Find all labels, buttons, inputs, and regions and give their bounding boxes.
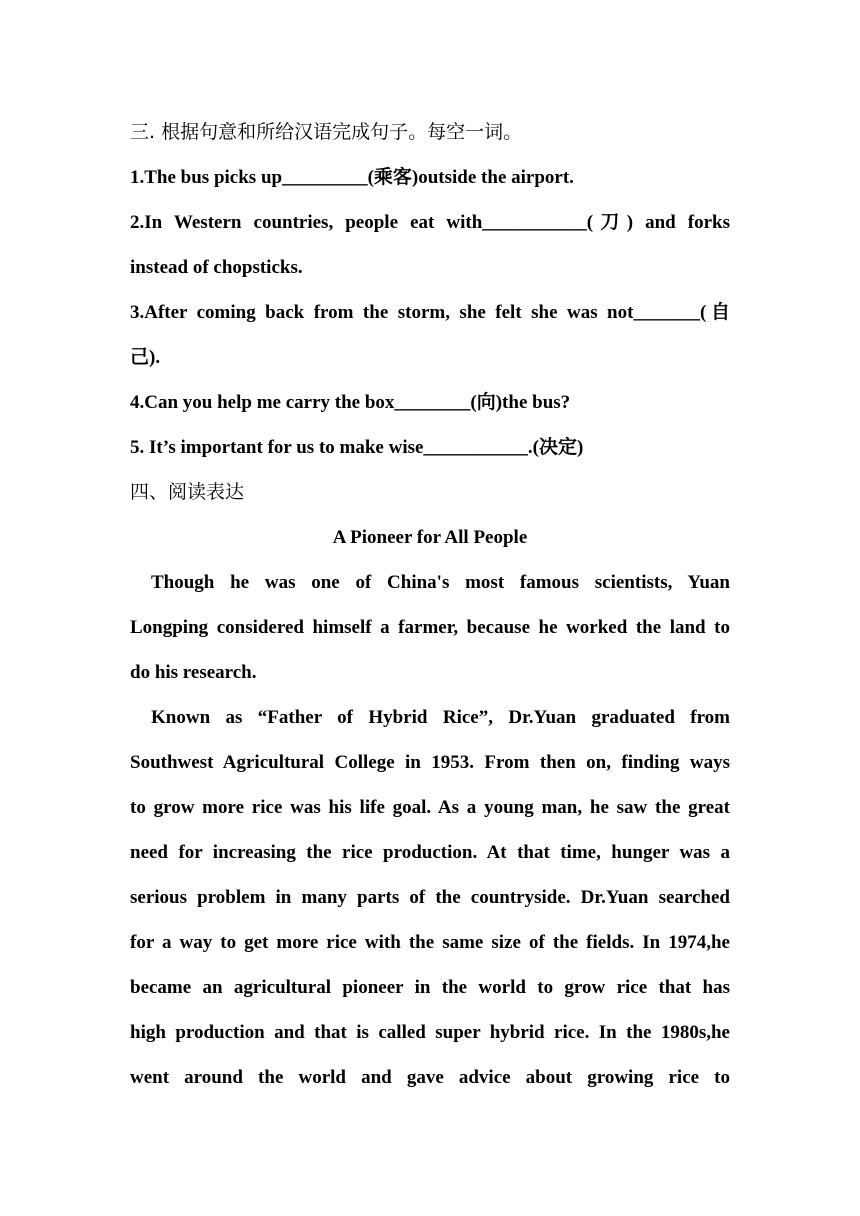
question-2-line-1: 2.In Western countries, people eat with___________(刀) and forks: [130, 212, 730, 233]
paragraph-1-line-2: Longping considered himself a farmer, because he worked the land to: [130, 617, 730, 638]
paragraph-2-line-5: serious problem in many parts of the countryside. Dr.Yuan searched: [130, 887, 730, 908]
paragraph-2-line-7: became an agricultural pioneer in the world to grow rice that has: [130, 977, 730, 998]
paragraph-1-line-3: do his research.: [130, 662, 257, 683]
article-paragraph-1: [130, 560, 730, 695]
question-4-line-1: 4.Can you help me carry the box________(向)the bus?: [130, 392, 571, 413]
article-title: A Pioneer for All People: [332, 527, 528, 548]
paragraph-1-line-1: Though he was one of China's most famous scientists, Yuan: [151, 572, 730, 593]
paragraph-2-line-8: high production and that is called super hybrid rice. In the 1980s,he: [130, 1022, 730, 1043]
paragraph-2-line-3: to grow more rice was his life goal. As a young man, he saw the great: [130, 797, 730, 818]
article-paragraph-2: [130, 695, 730, 1100]
question-2: [130, 200, 730, 290]
question-5-line-1: 5. It’s important for us to make wise___________.(决定): [130, 437, 584, 458]
question-3-line-1: 3.After coming back from the storm, she felt she was not_______(自: [130, 302, 730, 323]
question-3: [130, 290, 730, 380]
section-4-heading: 四、阅读表达: [130, 481, 245, 503]
question-1-line-1: 1.The bus picks up_________(乘客)outside the airport.: [130, 167, 574, 188]
paragraph-2-line-6: for a way to get more rice with the same size of the fields. In 1974,he: [130, 932, 730, 953]
question-1: [130, 155, 730, 200]
question-4: [130, 380, 730, 425]
paragraph-2-line-1: Known as “Father of Hybrid Rice”, Dr.Yuan graduated from: [151, 707, 730, 728]
section-3-heading: 三. 根据句意和所给汉语完成句子。每空一词。: [130, 121, 523, 143]
paragraph-2-line-2: Southwest Agricultural College in 1953. From then on, finding ways: [130, 752, 730, 773]
paragraph-2-line-9: went around the world and gave advice about growing rice to: [130, 1067, 730, 1088]
question-2-line-2: instead of chopsticks.: [130, 257, 303, 278]
paragraph-2-line-4: need for increasing the rice production. At that time, hunger was a: [130, 842, 730, 863]
document-content: [130, 110, 730, 1100]
question-5: [130, 425, 730, 470]
question-3-line-2: 己).: [130, 347, 161, 368]
